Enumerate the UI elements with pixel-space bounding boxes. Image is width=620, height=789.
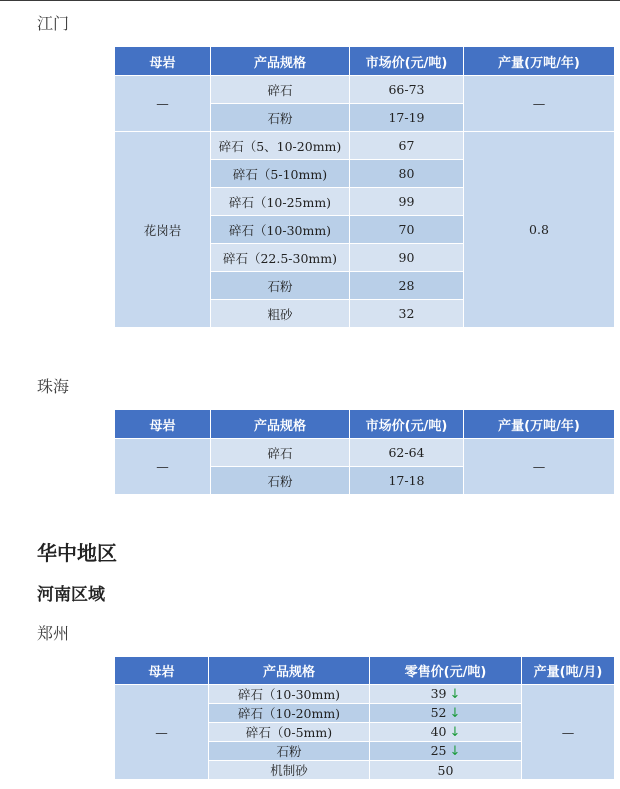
rock-cell: — <box>115 76 211 132</box>
subregion-heading: 河南区域 <box>37 585 105 605</box>
spec-cell: 石粉 <box>211 272 350 300</box>
spec-cell: 碎石 <box>211 439 350 467</box>
col-header-rock: 母岩 <box>115 410 211 439</box>
table-row <box>115 132 615 160</box>
down-arrow-icon: ↓ <box>449 687 461 702</box>
region-heading: 华中地区 <box>37 541 117 565</box>
spec-cell: 碎石（10-20mm) <box>209 704 370 723</box>
spec-cell: 石粉 <box>211 104 350 132</box>
output-cell: 0.8 <box>464 132 615 328</box>
col-header-spec: 产品规格 <box>211 47 350 76</box>
table-row <box>115 685 615 704</box>
rock-cell: 花岗岩 <box>115 132 211 328</box>
spec-cell: 碎石（10-25mm) <box>211 188 350 216</box>
spec-cell: 碎石（5-10mm) <box>211 160 350 188</box>
price-cell <box>370 761 522 780</box>
price-cell <box>370 723 522 742</box>
col-header-output: 产量(万吨/年) <box>464 410 615 439</box>
zhengzhou-price-table <box>114 656 615 780</box>
price-cell: 32 <box>350 300 464 328</box>
table-row <box>115 76 615 104</box>
spec-cell: 碎石（10-30mm) <box>209 685 370 704</box>
city-heading-zhuhai: 珠海 <box>37 377 70 396</box>
price-value: 40 <box>430 724 447 739</box>
city-heading-jiangmen: 江门 <box>37 14 70 33</box>
price-cell: 66-73 <box>350 76 464 104</box>
rock-cell: — <box>115 439 211 495</box>
rock-cell: — <box>115 685 209 780</box>
output-cell: — <box>522 685 615 780</box>
price-cell: 67 <box>350 132 464 160</box>
city-heading-zhengzhou: 郑州 <box>37 624 70 643</box>
price-value: 25 <box>430 743 447 758</box>
output-cell: — <box>464 76 615 132</box>
col-header-spec: 产品规格 <box>211 410 350 439</box>
col-header-rock: 母岩 <box>115 657 209 685</box>
price-cell: 90 <box>350 244 464 272</box>
top-divider <box>0 0 620 1</box>
col-header-output: 产量(万吨/年) <box>464 47 615 76</box>
spec-cell: 碎石（5、10-20mm) <box>211 132 350 160</box>
price-value: 39 <box>430 686 447 701</box>
col-header-price: 市场价(元/吨) <box>350 47 464 76</box>
down-arrow-icon: ↓ <box>449 744 461 759</box>
price-cell: 99 <box>350 188 464 216</box>
col-header-spec: 产品规格 <box>209 657 370 685</box>
spec-cell: 机制砂 <box>209 761 370 780</box>
jiangmen-price-table <box>114 46 615 328</box>
price-cell: 80 <box>350 160 464 188</box>
price-cell <box>370 685 522 704</box>
col-header-rock: 母岩 <box>115 47 211 76</box>
price-cell <box>370 742 522 761</box>
col-header-retail-price: 零售价(元/吨) <box>370 657 522 685</box>
price-cell: 70 <box>350 216 464 244</box>
spec-cell: 碎石 <box>211 76 350 104</box>
down-arrow-icon: ↓ <box>449 725 461 740</box>
output-cell: — <box>464 439 615 495</box>
price-cell: 62-64 <box>350 439 464 467</box>
table-row <box>115 439 615 467</box>
price-cell: 17-18 <box>350 467 464 495</box>
spec-cell: 碎石（0-5mm) <box>209 723 370 742</box>
price-value: 52 <box>430 705 447 720</box>
spec-cell: 碎石（10-30mm) <box>211 216 350 244</box>
price-cell: 17-19 <box>350 104 464 132</box>
down-arrow-icon: ↓ <box>449 706 461 721</box>
col-header-price: 市场价(元/吨) <box>350 410 464 439</box>
price-value: 50 <box>437 762 454 778</box>
spec-cell: 石粉 <box>211 467 350 495</box>
spec-cell: 碎石（22.5-30mm) <box>211 244 350 272</box>
price-cell <box>370 704 522 723</box>
spec-cell: 石粉 <box>209 742 370 761</box>
zhuhai-price-table <box>114 409 615 495</box>
spec-cell: 粗砂 <box>211 300 350 328</box>
price-cell: 28 <box>350 272 464 300</box>
col-header-output: 产量(吨/月) <box>522 657 615 685</box>
